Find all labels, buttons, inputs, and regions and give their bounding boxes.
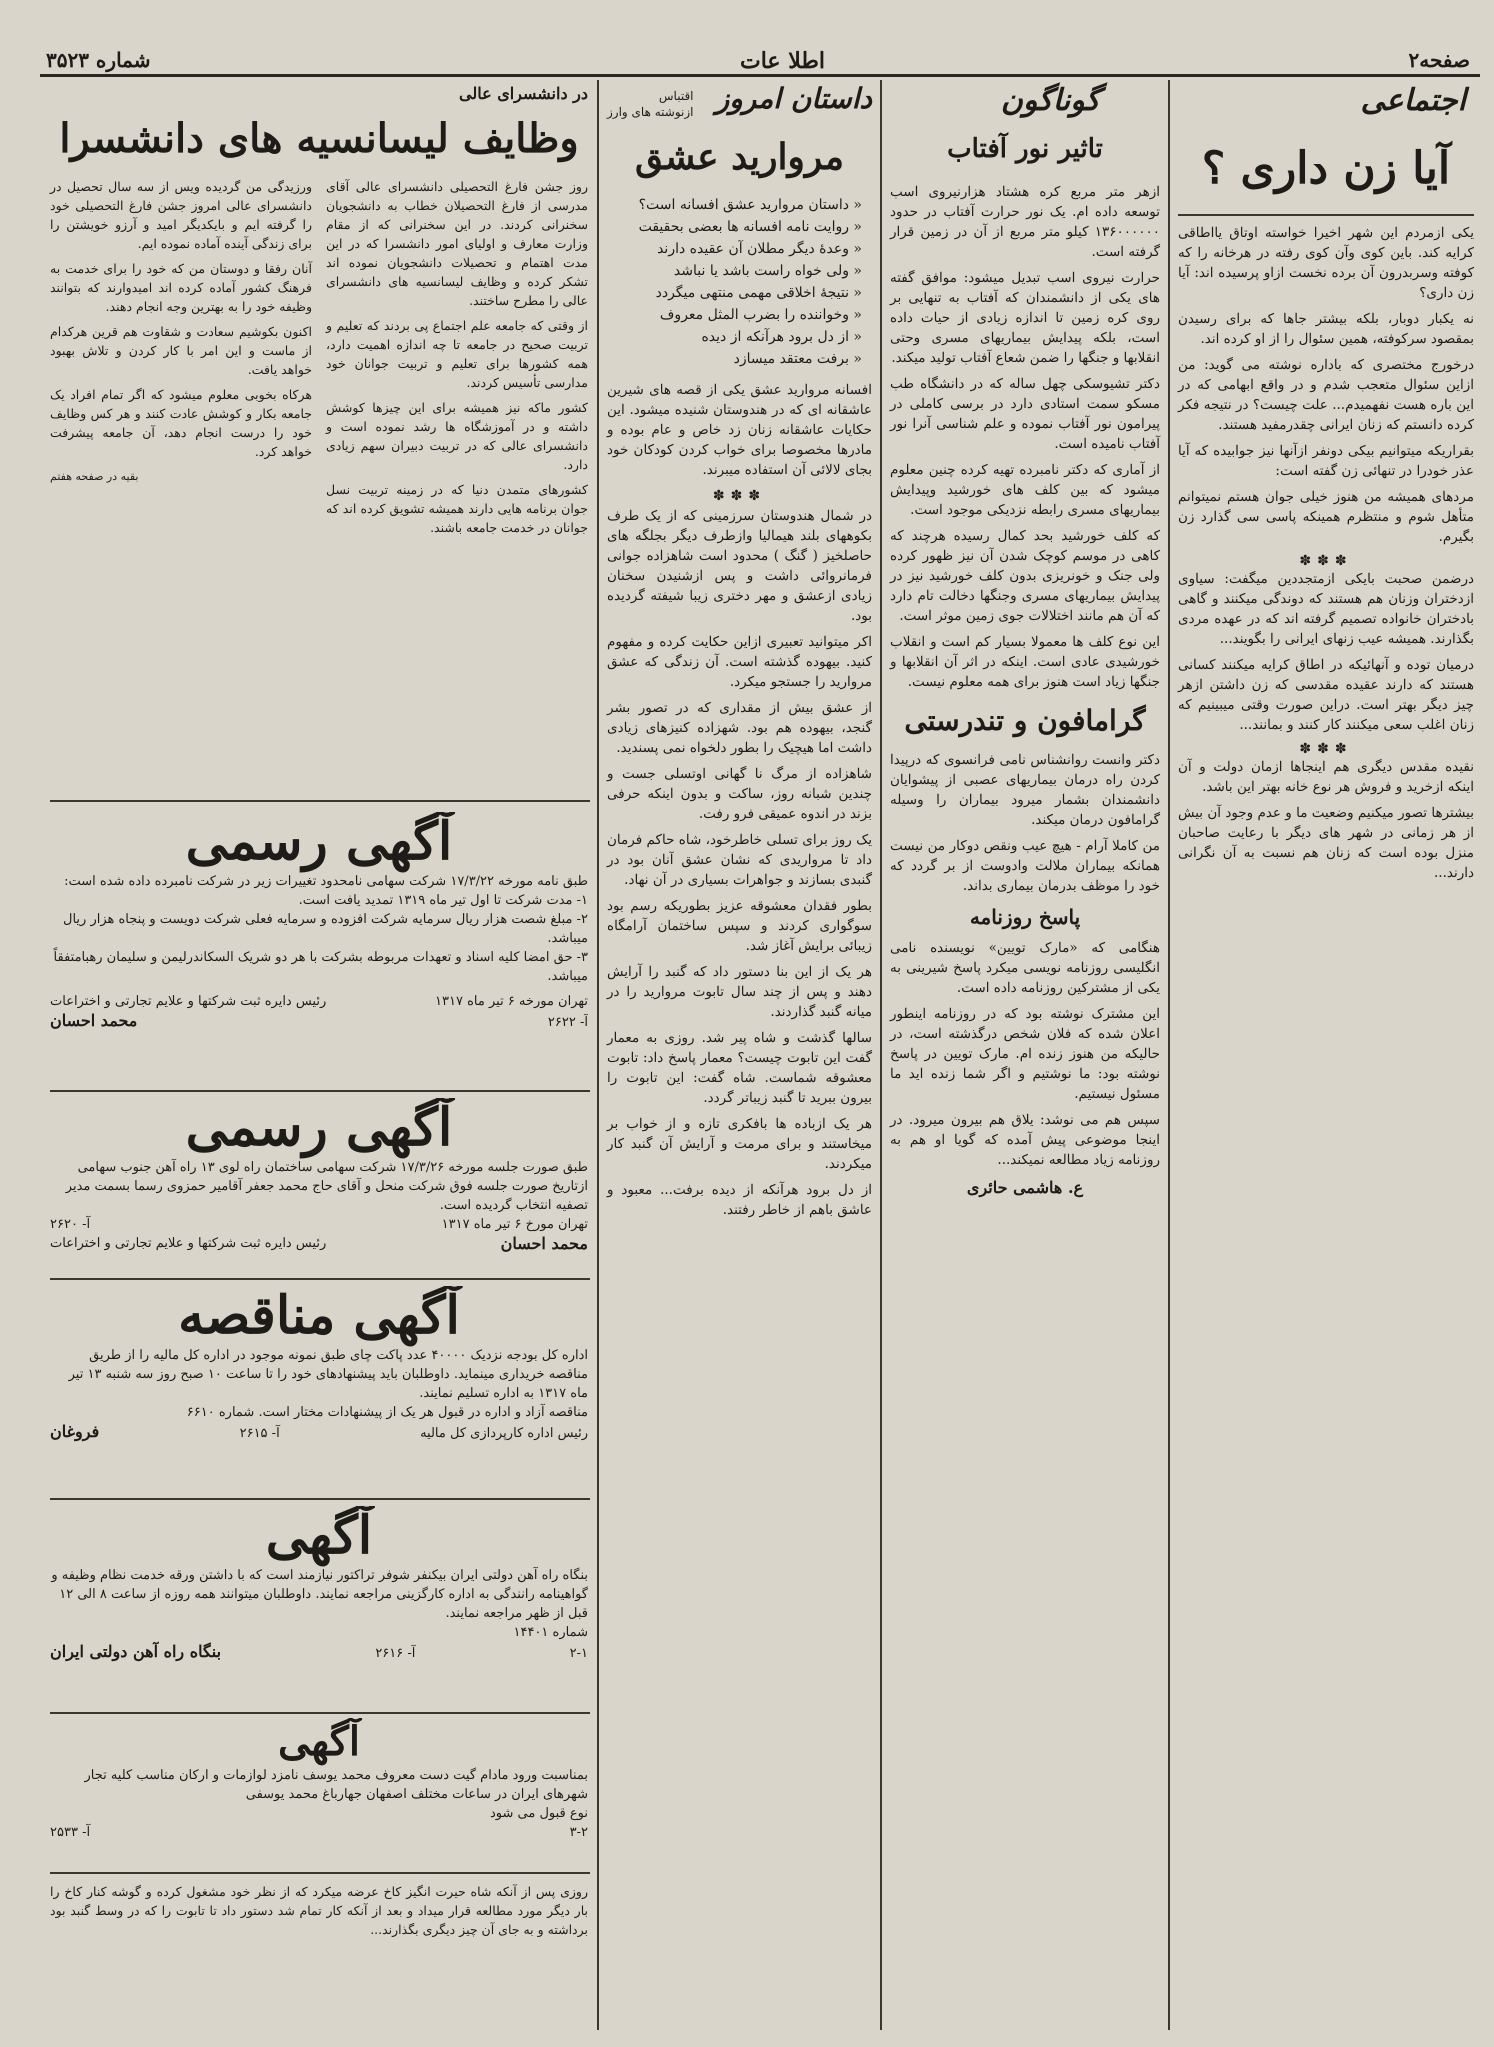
column-miscellany: [890, 84, 1160, 1197]
list-item: « وخواننده را بضرب المثل معروف: [659, 306, 862, 323]
article-title: وظایف لیسانسیه های دانشسرا: [59, 115, 579, 162]
official-notice-2: آگهی رسمی طبق صورت جلسه مورخه ۱۷/۳/۲۶ شرکت سهامی ساختمان راه لوی ۱۳ راه آهن جنوب سهامی ازتاریخ صورت جلسه فوق شرکت منحل و آقای حاج محمد جعفر آقامیر حمزوی رسما بسمت مدیر تصفیه انتخاب گردیده است. تهران مورخ ۶ تیر ماه ۱۳۱۷ آ- ۲۶۲۰ محمد احسان رئیس دایره ثبت شرکتها و علایم تجارتی و اختراعات: [50, 1098, 588, 1253]
paragraph: حرارت نیروی اسب تبدیل میشود: موافق گفته های یکی از دانشمندان که آفتاب به تنهایی بر روی کره زمین تا اندازه زیادی از حیات داده است، بلکه پیدایش بیماریهای مسری وحتی انقلابها و جنگها را ضمن شعاع آفتاب تولید میکند.: [890, 269, 1160, 366]
story-header: [607, 84, 872, 120]
paragraph: از عشق بیش از مقداری که در تصور بشر گنجد، بیهوده هم بود. شهزاده کنیزهای زیادی داشت اما هیچیک را بطور دلخواه نمی پسندید.: [607, 699, 872, 756]
notice-title: آگهی مناقصه: [178, 1286, 460, 1346]
article-title: گرامافون و تندرستی: [904, 703, 1146, 737]
story-source: اقتباس ازنوشته های وارز: [607, 89, 694, 119]
article-title: تاثیر نور آفتاب: [947, 134, 1103, 164]
list-item: « داستان مروارید عشق افسانه است؟: [638, 196, 862, 213]
article-body: [1178, 757, 1474, 883]
issue-number: شماره ۳۵۲۳: [46, 48, 151, 72]
divider: [50, 800, 590, 802]
column-social: [1178, 84, 1474, 889]
section-ornament: ✽✽✽: [712, 487, 767, 504]
article-body: [607, 380, 872, 1220]
list-item: « نتیجۀ اخلاقی مهمی منتهی میگردد: [655, 284, 862, 301]
article-body: [890, 750, 1160, 896]
notice-title: آگهی: [265, 1506, 373, 1566]
notice-code: آ- ۲۶۲۲: [547, 1015, 588, 1030]
article-columns: [50, 177, 588, 543]
divider: [50, 1872, 590, 1874]
section-ornament: ✽✽✽: [1299, 741, 1353, 758]
notice-body: اداره کل بودجه نزدیک ۴۰۰۰۰ عدد پاکت چای طبق نمونه موجود در اداره کل مالیه را از طریق مناقصه خریداری مینماید. داوطلبان باید پیشنهادهای خود را تا ساعت ۱۰ صبح روز سه شنبه ۱۳ تیر ماه ۱۳۱۷ به اداره تسلیم نمایند. مناقصه آزاد و اداره در قبول هر یک از پیشنهادات مختار است. شماره ۶۶۱۰: [68, 1348, 588, 1420]
notice-footer: تهران مورخه ۶ تیر ماه ۱۳۱۷ رئیس دایره ثبت شرکتها و علایم تجارتی و اختراعات: [50, 994, 588, 1009]
notice-title: آگهی رسمی: [185, 812, 453, 872]
paragraph: هر یک از این بنا دستور داد که گنبد را آرایش دهند و پس از چند سال تابوت مروارید را در میانه گنبد گذاردند.: [607, 963, 872, 1020]
list-item: « برفت معتقد میسازد: [733, 350, 862, 367]
paragraph: درخورج مختصری که باداره نوشته می گوید: من ازاین سئوال متعجب شدم و در واقع ابهامی که در این باره هست نفهمیدم... علت چیست؟ در نتیجه فکر کرده دانستم که زنان ایرانی چقدرمفید هستند.: [1178, 357, 1474, 434]
paragraph: بقراریکه میتوانیم بیکی دونفر ازآنها نیز جوابیده که آیا عذر خودرا در تنهائی زن گفته است:: [1178, 443, 1474, 480]
notice-body: بنگاه راه آهن دولتی ایران بیکنفر شوفر تراکتور نیازمند است که با داشتن ورقه خدمت نظام وظیفه و گواهینامه رانندگی به اداره کارگزینی مراجعه نمایند. داوطلبان میتوانند همه روزه از ساعت ۸ الی ۱۲ قبل از ظهر مراجعه نمایند. شماره ۱۴۴۰۱: [51, 1568, 588, 1640]
paragraph: کشورهای متمدن دنیا که در زمینه تربیت نسل جوان برنامه هایی دارند همیشه تشویق کرده اند که جوانان در خدمت جامعه باشند.: [326, 482, 588, 535]
paragraph: یکی ازمردم این شهر اخیرا خواسته اوتاق یااطاقی کرایه کند. باین کوی وآن کوی رفته در هرخانه را که کوفته وسربدرون آن برده نخست ازاو پرسیده اند: آیا زن داری؟: [1178, 225, 1474, 302]
paragraph: ازهر متر مربع کره هشتاد هزارنیروی اسب توسعه داده ام. یک نور حرارت آفتاب در حدود ۱۳۶۰۰۰۰۰۰ کیلو متر مربع از آن در زمین قرار گرفته است.: [890, 183, 1160, 260]
section-label: گوناگون: [1000, 83, 1100, 118]
article-subtitle: پاسخ روزنامه: [969, 905, 1081, 930]
section-ornament: ✽✽✽: [1299, 553, 1353, 570]
notice-body: طبق صورت جلسه مورخه ۱۷/۳/۲۶ شرکت سهامی ساختمان راه لوی ۱۳ راه آهن جنوب سهامی ازتاریخ صورت جلسه فوق شرکت منحل و آقای حاج محمد جعفر آقامیر حمزوی رسما بسمت مدیر تصفیه انتخاب گردیده است.: [65, 1160, 588, 1213]
article-title: آیا زن داری ؟: [1201, 143, 1451, 194]
paragraph: نه یکبار دوبار، بلکه بیشتر جاها که برای رسیدن بمقصود سرکوفته، همین سئوال را از او کرده اند.: [1178, 311, 1474, 348]
paragraph: از آماری که دکتر نامبرده تهیه کرده چنین معلوم میشود که بین کلف های خورشید وپیدایش بیماریهای مسری رابطه نزدیکی موجود است.: [890, 461, 1160, 518]
paragraph: این مشترک نوشته بود که در روزنامه اینطور اعلان شده که فلان شخص درگذشته است، در حالیکه من هنوز زنده ام. مارک تویین در پاسخ نوشته بود: ما نوشتیم و اگر شما زنده اید ما مسئول نیستیم.: [890, 1006, 1160, 1103]
paragraph: از دل برود هرآنکه از دیده برفت... معبود و عاشق باهم از خاطر رفتند.: [607, 1181, 872, 1218]
paragraph: اکنون بکوشیم سعادت و شقاوت هم قرین هرکدام از ماست و این امر با کار کردن و تلاش بهبود خواهد یافت.: [50, 324, 312, 377]
article-body: [890, 938, 1160, 1170]
paragraph: هرکاه بخوبی معلوم میشود که اگر تمام افراد یک جامعه بکار و کوشش عادت کنند و هر کس وظایف خود را درست انجام دهد، آن جامعه پیشرفت خواهد کرد.: [50, 387, 312, 459]
newspaper-name: اطلا عات: [740, 48, 825, 74]
masthead: [40, 44, 1480, 77]
article-body: [326, 177, 588, 543]
paragraph: نقیده مقدس دیگری هم اینجاها ازمان دولت و آن اینکه ازخرید و فروش هر نوع خانه بهتر این باشد.: [1178, 759, 1474, 796]
railway-notice: آگهی بنگاه راه آهن دولتی ایران بیکنفر شوفر تراکتور نیازمند است که با داشتن ورقه خدمت نظام وظیفه و گواهینامه رانندگی به اداره کارگزینی مراجعه نمایند. داوطلبان میتوانند همه روزه از ساعت ۸ الی ۱۲ قبل از ظهر مراجعه نمایند. شماره ۱۴۴۰۱ ۲-۱ آ- ۲۶۱۶ بنگاه راه آهن دولتی ایران: [50, 1506, 588, 1661]
author-name: ع. هاشمی حائری: [966, 1178, 1084, 1198]
list-item: « ولی خواه راست باشد یا نباشد: [673, 262, 862, 279]
paragraph: آنان رفقا و دوستان من که خود را برای خدمت به فرهنگ کشور آماده کرده اند امیدوارند که بتوانند وظیفه خود را به بهترین وجه انجام دهند.: [50, 261, 312, 314]
paragraph: افسانه مروارید عشق یکی از قصه های شیرین عاشقانه ای که در هندوستان شنیده میشود. این حکایات عاشقانه زنان زد خاص و عام بوده و مادرها مخصوصا برای خواب کردن کودکان خود بجای لالائی آن استفاده میبرند.: [607, 381, 872, 478]
paragraph: مردهای همیشه من هنوز خیلی جوان هستم نمیتوانم متأهل شوم و منتظرم همینکه پاسی سی گذارد زن بگیرم.: [1178, 489, 1474, 546]
paragraph: از وقتی که جامعه علم اجتماع پی بردند که تعلیم و تربیت صحیح در جامعه تا چه اندازه اهمیت دارد، همه کشورها برای تعلیم و تربیت جوانان خود مدارسی تأسیس کردند.: [326, 318, 588, 390]
paragraph: اکر میتوانید تعبیری ازاین حکایت کرده و مفهوم کنید. بیهوده گذشته است. آن زندگی که عشق مروارید را جستجو میکرد.: [607, 633, 872, 690]
divider: [50, 1498, 590, 1500]
paragraph: روز جشن فارغ التحصیلی دانشسرای عالی آقای مدرسی از فارغ التحصیلان خطاب به دانشجویان سخنرانی کردند. در این سخنرانی که از مقام وزارت معارف و اولیای امور دانشسرا که در این مدت اهتمام و تحصیلات دانشجویان نموده اند تشکر کرده و وظایف لیسانسیه های دانشسرای عالی را مطرح ساختند.: [326, 179, 588, 308]
article-title: مروارید عشق: [635, 136, 844, 178]
notice-signature: محمد احسان: [500, 1234, 588, 1253]
notice-signature: فروغان: [50, 1422, 100, 1441]
section-label: در دانشسرای عالی: [459, 84, 588, 103]
paragraph: بطور فقدان معشوقه عزیز بطوریکه رسم بود سوگواری کردند و سپس ساختمان آرامگاه زیبائی برایش آغاز شد.: [607, 897, 872, 954]
column-divider: [880, 80, 882, 2030]
section-label: اجتماعی: [1360, 83, 1466, 118]
article-body: [890, 182, 1160, 692]
paragraph: دکتر وانست روانشناس نامی فرانسوی که درپیدا کردن راه درمان بیماریهای عصبی از پیشوایان دانشمندان بشمار میرود بیماران را وسیله گرامافون درمان میکند.: [890, 752, 1160, 829]
notice-signature: محمد احسان: [50, 1011, 138, 1030]
paragraph: شاهزاده از مرگ نا گهانی اوتسلی جست و چندین شبانه روز، ساکت و بدون اینکه حرفی بزند در اندوه عمیقی فرو رفت.: [607, 765, 872, 822]
official-notice-1: [50, 812, 588, 1082]
paragraph: هنگامی که «مارک تویین» نویسنده نامی انگلیسی روزنامه نویسی میکرد پاسخ شیرینی به یکی از مشترکین روزنامه داده است.: [890, 940, 1160, 997]
divider: [50, 1712, 590, 1714]
business-notice: آگهی بمناسبت ورود مادام گیت دست معروف محمد یوسف نامزد لوازمات و ارکان مناسب کلیه تجار شهرهای ایران در ساعات مختلف اصفهان جهارباغ محمد یوسفی نوع قبول می شود ۳-۲ آ- ۲۵۳۳: [50, 1718, 588, 1840]
column-story: [607, 84, 872, 1226]
paragraph: یک روز برای تسلی خاطرخود، شاه حاکم فرمان داد تا مرواریدی که نشان عشق آنان بود در گنبدی بسازند و جواهرات بسیاری در آن نهاد.: [607, 831, 872, 888]
list-item: « وعدۀ دیگر مطلان آن عقیده دارند: [657, 240, 862, 257]
column-university: [50, 84, 588, 543]
continued-note: بقیه در صفحه هفتم: [50, 470, 139, 483]
notice-title: آگهی رسمی: [185, 1098, 453, 1158]
section-label: داستان امروز: [715, 82, 872, 115]
paragraph: این نوع کلف ها معمولا بسیار کم است و انقلاب خورشیدی عادی است. اینکه در اثر آن انقلابها و جنگها زیاد است هنوز برای همه معلوم نیست.: [890, 633, 1160, 690]
paragraph: درمیان توده و آنهائیکه در اطاق کرایه میکنند کسانی هستند که دارند عقیده مقدسی که زن داشتن ازهر چیز دیگر بهتر است. دراین صورت وقتی میبینیم که زنان اغلب سعی میکنند کار کنند و بمانند...: [1178, 657, 1474, 734]
list-item: « از دل برود هرآنکه از دیده: [701, 328, 862, 345]
divider: [50, 1278, 590, 1280]
paragraph: من کاملا آرام - هیچ عیب ونقص دوکار من نیست همانکه بیماران ملالت وادوست از بر گردد که خود را موظف بدرمان بیماری بداند.: [890, 838, 1160, 895]
paragraph: کشور ماکه نیز همیشه برای این چیزها کوشش داشته و در آموزشگاه ها رشد نموده است و دانشسرای عالی که در تربیت دبیران سهم زیادی دارد.: [326, 400, 588, 472]
paragraph: درضمن صحبت بایکی ازمتجددین میگفت: سیاوی ازدختران وزنان هم هستند که دوندگی میکنند و گاهی بادختران خانواده تصمیم گرفته اند که در عهده مردی بگذارند. همیشه عیب زنهای ایرانی را بگویند...: [1178, 571, 1474, 648]
notice-title: آگهی: [278, 1718, 360, 1765]
tender-notice: آگهی مناقصه اداره کل بودجه نزدیک ۴۰۰۰۰ عدد پاکت چای طبق نمونه موجود در اداره کل مالیه را از طریق مناقصه خریداری مینماید. داوطلبان باید پیشنهادهای خود را تا ساعت ۱۰ صبح روز سه شنبه ۱۳ تیر ماه ۱۳۱۷ به اداره تسلیم نمایند. مناقصه آزاد و اداره در قبول هر یک از پیشنهادات مختار است. شماره ۶۶۱۰ رئیس اداره کارپردازی کل مالیه آ- ۲۶۱۵ فروغان: [50, 1286, 588, 1441]
article-body: [1178, 223, 1474, 547]
paragraph: ورزیدگی من گردیده ویس از سه سال تحصیل در دانشسرای عالی امروز جشن فارغ التحصیلی خود را گرفته ایم و بایکدیگر امید و آرزو خویشتن را برای زندگی آینده آماده نموده ایم.: [50, 179, 312, 251]
story-continuation: روزی پس از آنکه شاه حیرت انگیز کاخ عرضه میکرد که از نظر خود مشغول کرده و گوشه کنار کاخ را بار دیگر مورد مطالعه قرار میداد و بعد از آنکه کار تمام شد دستور داد تا تابوت را که در وسط گنبد بود برداشته و به جای آن چیز دیگری بگذارند...: [50, 1884, 588, 1937]
paragraph: سالها گذشت و شاه پیر شد. روزی به معمار گفت این تابوت چیست؟ معمار پاسخ داد: تابوت معشوقه شماست. شاه گفت: این تابوت را بیرون ببرید تا گنبد زیباتر گردد.: [607, 1029, 872, 1106]
article-body: [1178, 569, 1474, 735]
paragraph: سپس هم می نوشد: یلاق هم بیرون میرود. در اینجا موضوعی پیش آمده که گویا او هم به روزنامه زیاد مطالعه نمیکند...: [890, 1112, 1160, 1169]
notice-body: طبق نامه مورخه ۱۷/۳/۲۲ شرکت سهامی نامحدود تغییرات زیر در شرکت نامبرده داده شده است: ۱- مدت شرکت تا اول تیر ماه ۱۳۱۹ تمدید یافت است. ۲- مبلغ شصت هزار ریال سرمایه شرکت افزوده و سرمایه فعلی شرکت دویست و پنجاه هزار ریال میباشد. ۳- حق امضا کلیه اسناد و تعهدات مربوطه بشرکت با هر دو شریک السکاندرلیمن و سلیمان رهبامتفقاً میباشد.: [53, 874, 588, 984]
paragraph: دکتر تشیوسکی چهل ساله که در دانشگاه طب مسکو سمت استادی دارد در برسی کاملی در پیرامون نور آفتاب نموده و علم شناسی آنرا نور آفتاب نامیده است.: [890, 375, 1160, 452]
paragraph: در شمال هندوستان سرزمینی که از یک طرف بکوههای بلند هیمالیا وازطرف دیگر بجلگه های حاصلخیز ( گنگ ) محدود است شاهزاده جوانی فرمانروائی داشت و پس ازشنیدن سخنان زیادی ازعشق و مهر دختری زیبا شیفته گردیده بود.: [607, 507, 872, 624]
notice-body: بمناسبت ورود مادام گیت دست معروف محمد یوسف نامزد لوازمات و ارکان مناسب کلیه تجار شهرهای ایران در ساعات مختلف اصفهان جهارباغ محمد یوسفی نوع قبول می شود: [84, 1768, 588, 1821]
column-divider: [597, 80, 599, 2030]
paragraph: بیشترها تصور میکنیم وضعیت ما و عدم وجود آن بیش از هر زمانی در شهر های دیگر با رعایت صاحبان منزل بوده است که زنان هم نسبت به آن نگرانی دارند...: [1178, 805, 1474, 882]
paragraph: که کلف خورشید بحد کمال رسیده هرچند که کاهی در موسم کوچک شدن آن نیز ظهور کرده ولی جنک و خونریزی بدون کلف خورشید نیز در پیدایش بیماریهای مسری وجنگها دخالت تام دارد که آن هم مانند اختلالات جوی زمین موثر است.: [890, 527, 1160, 624]
article-body: [50, 177, 312, 543]
story-intro-list: [607, 194, 872, 370]
page-number: صفحه۲: [1408, 48, 1470, 72]
paragraph: هر یک ازباده ها بافکری تازه و از خواب بر میخاستند و برای مرمت و آرایش آن گنبد کار میکردند.: [607, 1115, 872, 1172]
notice-signature: بنگاه راه آهن دولتی ایران: [50, 1642, 222, 1661]
divider: [50, 1090, 590, 1092]
column-divider: [1168, 80, 1170, 2030]
list-item: « روایت نامه افسانه ها بعضی بحقیقت: [638, 218, 862, 235]
